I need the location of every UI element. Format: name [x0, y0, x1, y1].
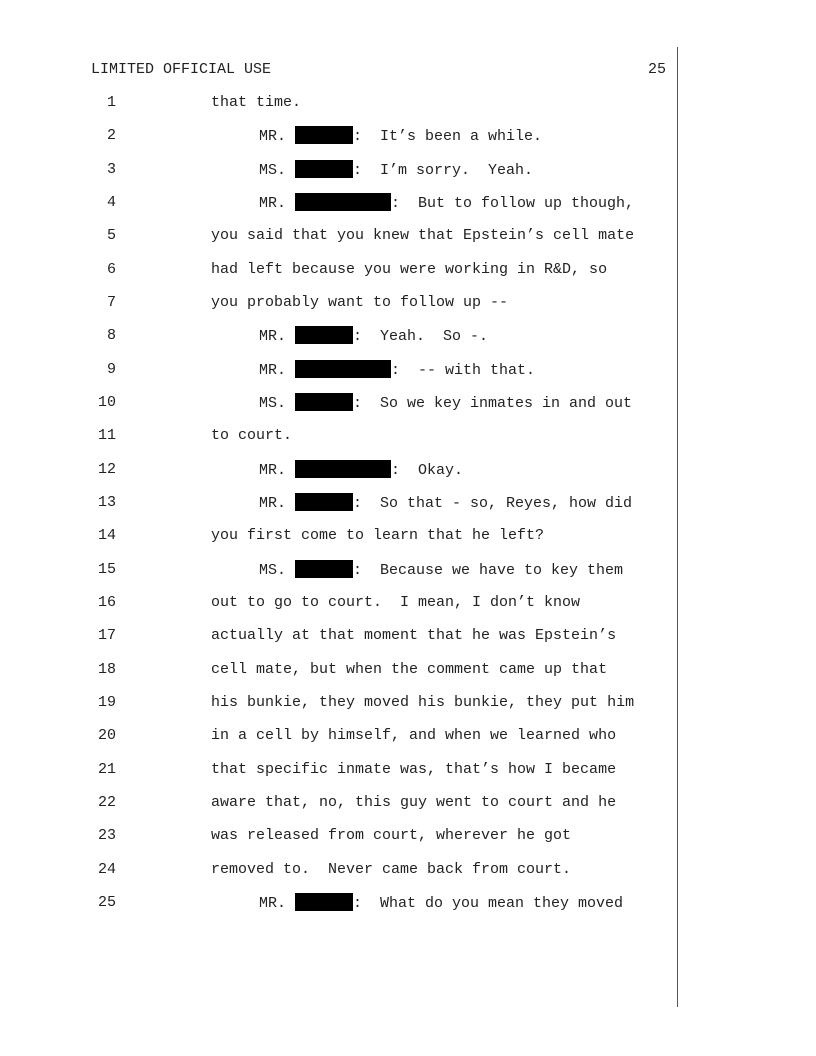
line-number: 22	[97, 794, 116, 811]
transcript-line-23	[0, 826, 676, 846]
redaction-block	[295, 160, 353, 178]
transcript-line-6	[0, 260, 676, 280]
transcript-line-12	[0, 460, 676, 480]
line-number: 23	[97, 827, 116, 844]
line-text-content: cell mate, but when the comment came up that	[211, 661, 608, 678]
transcript-line-13	[0, 493, 676, 513]
redaction-block	[295, 560, 353, 578]
line-text-content: that time.	[211, 94, 302, 111]
line-number: 9	[106, 361, 116, 378]
line-number: 6	[106, 261, 116, 278]
transcript-line-10	[0, 393, 676, 413]
line-text-content: that specific inmate was, that’s how I became	[211, 761, 617, 778]
line-text-content: : So that - so, Reyes, how did	[353, 495, 633, 512]
line-text	[259, 893, 623, 914]
speaker-title: MR.	[259, 495, 296, 512]
line-text	[211, 93, 301, 113]
transcript-line-17	[0, 626, 676, 646]
line-text-content: : -- with that.	[391, 362, 536, 379]
line-number: 7	[106, 294, 116, 311]
line-number: 11	[97, 427, 116, 444]
line-number: 24	[97, 861, 116, 878]
redaction-block	[295, 326, 353, 344]
line-text	[211, 693, 634, 713]
speaker-title: MR.	[259, 195, 296, 212]
transcript-line-18	[0, 660, 676, 680]
line-text-content: : Okay.	[391, 462, 464, 479]
line-text	[211, 826, 571, 846]
line-number: 5	[106, 227, 116, 244]
redaction-block	[295, 460, 391, 478]
line-text	[211, 293, 508, 313]
line-number: 2	[106, 127, 116, 144]
line-text-content: : It’s been a while.	[353, 128, 543, 145]
transcript-line-24	[0, 860, 676, 880]
line-number: 8	[106, 327, 116, 344]
line-text	[211, 660, 607, 680]
speaker-title: MS.	[259, 395, 296, 412]
transcript-line-11	[0, 426, 676, 446]
speaker-title: MR.	[259, 462, 296, 479]
redaction-block	[295, 126, 353, 144]
line-text-content: removed to. Never came back from court.	[211, 861, 572, 878]
transcript-line-1	[0, 93, 676, 113]
line-number: 10	[97, 394, 116, 411]
transcript-line-3	[0, 160, 676, 180]
line-number: 15	[97, 561, 116, 578]
line-text-content: you probably want to follow up --	[211, 294, 509, 311]
line-text-content: you first come to learn that he left?	[211, 527, 545, 544]
line-number: 17	[97, 627, 116, 644]
line-text-content: out to go to court. I mean, I don’t know	[211, 594, 581, 611]
line-text	[211, 626, 616, 646]
line-text-content: : But to follow up though,	[391, 195, 635, 212]
transcript-line-5	[0, 226, 676, 246]
margin-rule	[677, 47, 678, 1007]
redaction-block	[295, 493, 353, 511]
redaction-block	[295, 193, 391, 211]
line-number: 12	[97, 461, 116, 478]
speaker-title: MR.	[259, 362, 296, 379]
transcript-line-8	[0, 326, 676, 346]
transcript-line-7	[0, 293, 676, 313]
line-text-content: : Because we have to key them	[353, 562, 624, 579]
speaker-title: MR.	[259, 895, 296, 912]
line-text-content: you said that you knew that Epstein’s cell mate	[211, 227, 635, 244]
line-text-content: : What do you mean they moved	[353, 895, 624, 912]
transcript-line-19	[0, 693, 676, 713]
line-number: 18	[97, 661, 116, 678]
page-number: 25	[647, 61, 666, 78]
line-text	[211, 860, 571, 880]
line-text	[211, 726, 616, 746]
line-number: 20	[97, 727, 116, 744]
line-text	[211, 226, 634, 246]
classification-header: LIMITED OFFICIAL USE	[91, 61, 272, 78]
line-text-content: actually at that moment that he was Epstein’s	[211, 627, 617, 644]
line-text	[259, 126, 542, 147]
line-text-content: : I’m sorry. Yeah.	[353, 162, 534, 179]
line-text	[259, 160, 533, 181]
line-text	[211, 593, 580, 613]
line-text-content: : Yeah. So -.	[353, 328, 489, 345]
speaker-title: MR.	[259, 328, 296, 345]
line-text-content: : So we key inmates in and out	[353, 395, 633, 412]
line-text	[259, 326, 488, 347]
speaker-title: MS.	[259, 562, 296, 579]
transcript-line-16	[0, 593, 676, 613]
line-number: 19	[97, 694, 116, 711]
line-text	[259, 560, 623, 581]
line-text-content: was released from court, wherever he got	[211, 827, 572, 844]
line-number: 13	[97, 494, 116, 511]
line-number: 1	[106, 94, 116, 111]
line-number: 25	[97, 894, 116, 911]
line-number: 3	[106, 161, 116, 178]
line-text	[259, 493, 632, 514]
line-text	[211, 526, 544, 546]
line-text	[259, 460, 463, 481]
redaction-block	[295, 393, 353, 411]
line-text	[259, 393, 632, 414]
transcript-line-22	[0, 793, 676, 813]
transcript-line-2	[0, 126, 676, 146]
line-number: 21	[97, 761, 116, 778]
line-text-content: had left because you were working in R&D, so	[211, 261, 608, 278]
line-text-content: in a cell by himself, and when we learned who	[211, 727, 617, 744]
line-text	[211, 760, 616, 780]
speaker-title: MS.	[259, 162, 296, 179]
transcript-line-9	[0, 360, 676, 380]
line-text	[211, 260, 607, 280]
line-text	[259, 193, 634, 214]
transcript-line-14	[0, 526, 676, 546]
line-text	[259, 360, 535, 381]
transcript-line-15	[0, 560, 676, 580]
transcript-line-25	[0, 893, 676, 913]
redaction-block	[295, 360, 391, 378]
transcript-line-4	[0, 193, 676, 213]
redaction-block	[295, 893, 353, 911]
line-text-content: aware that, no, this guy went to court and he	[211, 794, 617, 811]
speaker-title: MR.	[259, 128, 296, 145]
line-number: 14	[97, 527, 116, 544]
line-number: 4	[106, 194, 116, 211]
line-text-content: his bunkie, they moved his bunkie, they put him	[211, 694, 635, 711]
line-text	[211, 793, 616, 813]
transcript-line-21	[0, 760, 676, 780]
transcript-line-20	[0, 726, 676, 746]
line-number: 16	[97, 594, 116, 611]
line-text	[211, 426, 292, 446]
line-text-content: to court.	[211, 427, 293, 444]
